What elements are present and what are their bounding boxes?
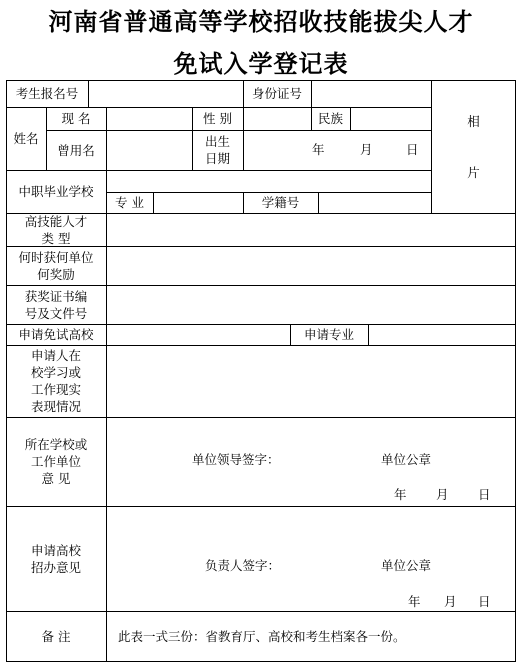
performance-label: 申请人在 校学习或 工作现实 表现情况 [30, 348, 81, 414]
performance-field[interactable] [107, 346, 516, 417]
exam-number-label: 考生报名号 [15, 86, 79, 101]
birth-year-label: 年 [312, 142, 325, 157]
current-name-field[interactable] [107, 108, 192, 130]
id-number-field[interactable] [312, 81, 431, 107]
award-field[interactable] [107, 247, 516, 285]
id-number-label: 身份证号 [251, 86, 302, 101]
apply-major-label: 申请专业 [303, 327, 354, 342]
apply-college-field[interactable] [107, 325, 290, 345]
form-title-line1: 河南省普通高等学校招收技能拔尖人才 [48, 8, 474, 36]
gender-field[interactable] [244, 108, 311, 130]
former-name-label: 曾用名 [57, 142, 95, 158]
college-opinion-month-label: 月 [444, 594, 457, 609]
ethnicity-label: 民族 [317, 111, 343, 126]
former-name-field[interactable] [107, 131, 192, 170]
birth-month-label: 月 [360, 142, 373, 157]
talent-type-field[interactable] [107, 214, 516, 246]
current-name-label: 现 名 [61, 111, 91, 126]
student-id-field[interactable] [319, 193, 431, 213]
birth-date-field[interactable] [244, 131, 431, 170]
certificate-field[interactable] [107, 286, 516, 324]
ethnicity-field[interactable] [351, 108, 431, 130]
birth-day-label: 日 [406, 142, 419, 157]
college-opinion-year-label: 年 [408, 594, 421, 609]
gender-label: 性 别 [203, 111, 232, 126]
name-label: 姓名 [13, 131, 39, 146]
school-opinion-label: 所在学校或 工作单位 意 见 [24, 437, 88, 486]
form-title-line2: 免试入学登记表 [173, 50, 349, 78]
student-id-label: 学籍号 [261, 195, 300, 210]
person-in-charge-sign-label: 负责人签字： [205, 558, 281, 573]
exam-number-field[interactable] [89, 81, 243, 107]
major-label: 专 业 [115, 195, 144, 210]
school-opinion-field[interactable] [107, 418, 516, 506]
vocational-school-field[interactable] [107, 171, 431, 192]
birth-date-label: 出生 日期 [204, 134, 230, 166]
remarks-label: 备 注 [41, 629, 71, 644]
school-opinion-month-label: 月 [436, 487, 449, 502]
unit-leader-sign-label: 单位领导签字： [192, 452, 280, 467]
talent-type-label: 高技能人才 类 型 [24, 213, 88, 246]
award-label: 何时获何单位 何奖励 [18, 249, 94, 282]
photo-label: 相 片 [467, 113, 480, 180]
unit-seal-label: 单位公章 [381, 452, 432, 467]
major-field[interactable] [154, 193, 243, 213]
college-opinion-label: 申请高校 招办意见 [30, 542, 81, 575]
certificate-label: 获奖证书编 号及文件号 [24, 288, 88, 321]
school-opinion-day-label: 日 [478, 487, 491, 502]
remarks-text: 此表一式三份：省教育厅、高校和考生档案各一份。 [118, 629, 406, 644]
apply-major-field[interactable] [369, 325, 516, 345]
vocational-school-label: 中职毕业学校 [18, 184, 94, 199]
college-opinion-day-label: 日 [478, 594, 491, 609]
unit-seal-label: 单位公章 [381, 558, 432, 573]
apply-college-label: 申请免试高校 [18, 327, 94, 342]
school-opinion-year-label: 年 [394, 487, 407, 502]
